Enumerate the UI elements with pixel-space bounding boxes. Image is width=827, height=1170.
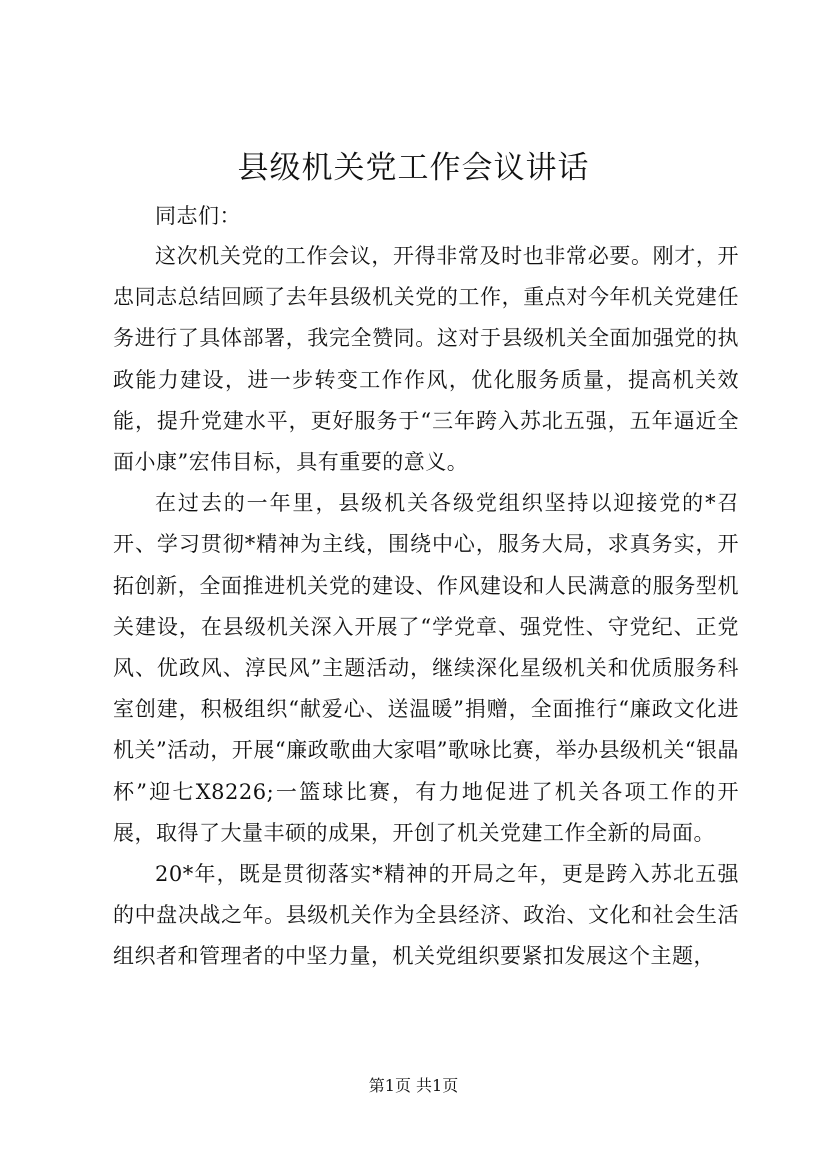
page-footer: 第1页 共1页 [368,1076,459,1095]
greeting: 同志们： [155,204,241,228]
paragraph-3: 20*年，既是贯彻落实*精神的开局之年，更是跨入苏北五强的中盘决战之年。县级机关作为全县经济、政治、文化和社会生活组织者和管理者的中坚力量，机关党组织要紧扣发展这个主题， [113,862,739,969]
paragraph-2: 在过去的一年里，县级机关各级党组织坚持以迎接党的*召开、学习贯彻*精神为主线，围绕中心，服务大局，求真务实，开拓创新，全面推进机关党的建设、作风建设和人民满意的服务型机关建设，在县级机关深入开展了“学党章、强党性、守党纪、正党风、优政风、淳民风”主题活动，继续深化星级机关和优质服务科室创建，积极组织“献爱心、送温暖”捐赠，全面推行“廉政文化进机关”活动，开展“廉政歌曲大家唱”歌咏比赛，举办县级机关“银晶杯”迎七X8226;一篮球比赛，有力地促进了机关各项工作的开展，取得了大量丰硕的成果，开创了机关党建工作全新的局面。 [113,491,739,845]
document-title: 县级机关党工作会议讲话 [237,150,590,186]
document-body [113,196,739,978]
paragraph-1: 这次机关党的工作会议，开得非常及时也非常必要。刚才，开忠同志总结回顾了去年县级机关党的工作，重点对今年机关党建任务进行了具体部署，我完全赞同。这对于县级机关全面加强党的执政能力建设，进一步转变工作作风，优化服务质量，提高机关效能，提升党建水平，更好服务于“三年跨入苏北五强，五年逼近全面小康”宏伟目标，具有重要的意义。 [113,244,739,475]
